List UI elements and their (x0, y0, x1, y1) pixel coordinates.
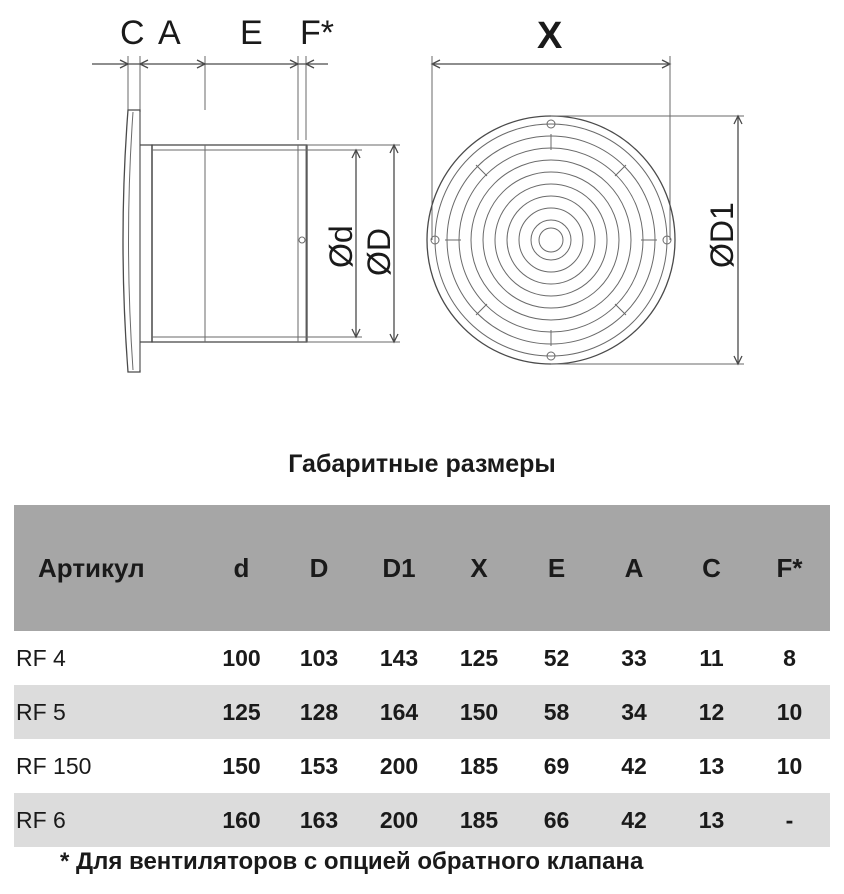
table-row (14, 793, 830, 847)
cell-article: RF 6 (14, 793, 204, 847)
cell-x: 125 (459, 644, 499, 671)
table-header-row (14, 505, 830, 631)
footnote: * Для вентиляторов с опцией обратного клапана (60, 848, 644, 875)
front-view (427, 56, 744, 364)
cell-d1: 200 (379, 752, 419, 779)
cell-x: 185 (439, 793, 519, 847)
technical-drawing (0, 0, 844, 420)
cell-a: 42 (594, 793, 674, 847)
cell-d: 150 (222, 752, 261, 779)
cell-f: 10 (749, 685, 830, 739)
cell-e: 58 (519, 685, 594, 739)
cell-f: 8 (783, 644, 796, 671)
cell-c: 13 (698, 752, 725, 779)
header-D: D (279, 505, 359, 631)
dim-label-x: X (537, 15, 563, 57)
cell-d1: 143 (379, 644, 419, 671)
cell-a: 42 (621, 752, 647, 779)
cell-f: - (749, 793, 830, 847)
cell-D: 103 (299, 644, 339, 671)
header-d1: D1 (359, 505, 439, 631)
cell-x: 185 (459, 752, 499, 779)
dim-label-a: A (158, 14, 181, 52)
table-title: Габаритные размеры (288, 450, 556, 478)
cell-e: 66 (519, 793, 594, 847)
cell-D: 128 (279, 685, 359, 739)
dim-label-c: C (120, 14, 145, 52)
side-view (92, 56, 400, 372)
cell-a: 34 (594, 685, 674, 739)
dim-label-f: F* (300, 14, 334, 52)
header-d: d (204, 505, 279, 631)
dim-label-d: Ød (323, 225, 359, 268)
cell-article: RF 150 (16, 752, 92, 779)
cell-D: 153 (299, 752, 339, 779)
header-f: F* (749, 505, 830, 631)
cell-e: 52 (543, 644, 570, 671)
header-a: A (594, 505, 674, 631)
cell-d1: 200 (359, 793, 439, 847)
cell-f: 10 (776, 752, 803, 779)
cell-D: 163 (279, 793, 359, 847)
dim-label-d1: ØD1 (704, 202, 740, 268)
dim-label-e: E (240, 14, 263, 52)
cell-c: 11 (699, 644, 724, 671)
cell-article: RF 5 (14, 685, 204, 739)
cell-d: 100 (222, 644, 261, 671)
cell-c: 13 (674, 793, 749, 847)
cell-d: 160 (204, 793, 279, 847)
dim-label-D: ØD (361, 228, 397, 276)
cell-c: 12 (674, 685, 749, 739)
cell-x: 150 (439, 685, 519, 739)
header-e: E (519, 505, 594, 631)
table-row (14, 631, 830, 685)
table-row (14, 739, 830, 793)
dimensions-table (14, 505, 830, 847)
header-c: C (674, 505, 749, 631)
cell-d: 125 (204, 685, 279, 739)
header-article: Артикул (14, 505, 204, 631)
table-row (14, 685, 830, 739)
header-x: X (439, 505, 519, 631)
cell-d1: 164 (359, 685, 439, 739)
cell-article: RF 4 (16, 644, 66, 671)
cell-a: 33 (621, 644, 647, 671)
cell-e: 69 (543, 752, 570, 779)
